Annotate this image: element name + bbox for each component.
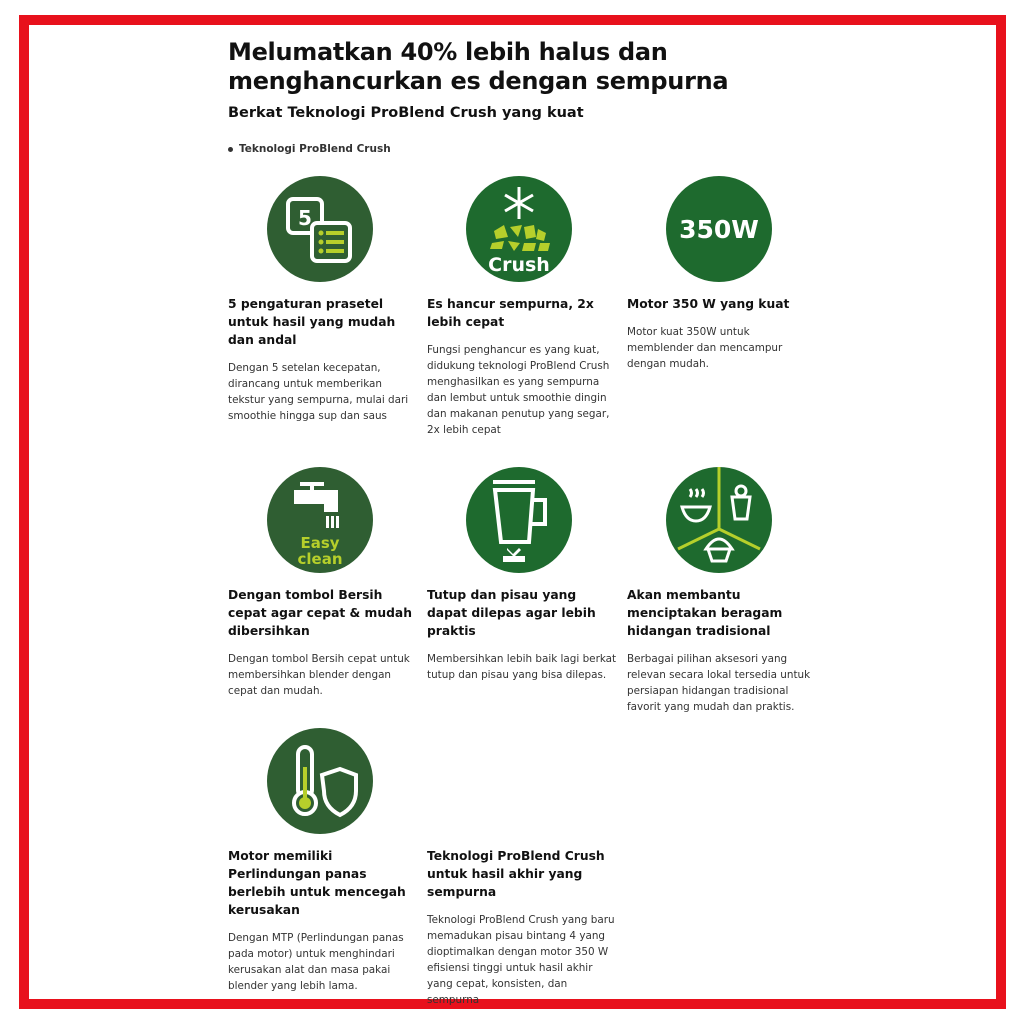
feature-body: Berbagai pilihan aksesori yang relevan secara lokal tersedia untuk persiapan hidangan tradisional favorit yang mudah dan praktis. bbox=[627, 653, 811, 713]
svg-text:clean: clean bbox=[297, 550, 343, 568]
feature-motor bbox=[627, 176, 817, 372]
feature-problend-crush bbox=[427, 728, 617, 1008]
feature-heading: Dengan tombol Bersih cepat agar cepat & mudah dibersihkan bbox=[228, 588, 412, 638]
feature-body: Motor kuat 350W untuk memblender dan mencampur dengan mudah. bbox=[627, 326, 783, 370]
feature-bullet: Teknologi ProBlend Crush bbox=[228, 143, 391, 155]
easy-clean-icon bbox=[267, 467, 373, 573]
feature-presets bbox=[228, 176, 418, 424]
svg-text:Crush: Crush bbox=[488, 254, 550, 276]
feature-heading: Tutup dan pisau yang dapat dilepas agar lebih praktis bbox=[427, 588, 596, 638]
feature-body: Teknologi ProBlend Crush yang baru memadukan pisau bintang 4 yang dioptimalkan dengan motor 350 W efisiensi tinggi untuk hasil akhir yang cepat, konsisten, dan sempurna bbox=[427, 914, 615, 1006]
page-subtitle: Berkat Teknologi ProBlend Crush yang kuat bbox=[228, 105, 584, 121]
feature-body: Dengan 5 setelan kecepatan, dirancang untuk memberikan tekstur yang sempurna, mulai dari smoothie hingga sup dan saus bbox=[228, 362, 409, 422]
feature-heading: 5 pengaturan prasetel untuk hasil yang mudah dan andal bbox=[228, 297, 396, 347]
feature-heading: Es hancur sempurna, 2x lebih cepat bbox=[427, 297, 594, 329]
feature-easy-clean bbox=[228, 467, 418, 699]
feature-heading: Motor 350 W yang kuat bbox=[627, 297, 790, 311]
feature-heading: Motor memiliki Perlindungan panas berlebih untuk mencegah kerusakan bbox=[228, 849, 406, 917]
feature-body: Dengan tombol Bersih cepat untuk membersihkan blender dengan cepat dan mudah. bbox=[228, 653, 410, 697]
ice-crush-icon bbox=[466, 176, 572, 282]
motor-thermal-protection-icon bbox=[267, 728, 373, 834]
feature-body: Membersihkan lebih baik lagi berkat tutup dan pisau yang bisa dilepas. bbox=[427, 653, 617, 681]
feature-ice-crush bbox=[427, 176, 617, 438]
feature-removable-lid-blade bbox=[427, 467, 617, 683]
feature-traditional-dishes bbox=[627, 467, 817, 715]
preset-settings-icon bbox=[267, 176, 373, 282]
svg-text:Easy: Easy bbox=[300, 534, 340, 552]
feature-body: Fungsi penghancur es yang kuat, didukung teknologi ProBlend Crush menghasilkan es yang sempurna dan lembut untuk smoothie dingin dan makanan penutup yang segar, 2x lebih cepat bbox=[427, 344, 610, 436]
motor-power-icon: 350W bbox=[666, 176, 772, 282]
blender-jar-icon bbox=[466, 467, 572, 573]
feature-heading: Akan membantu menciptakan beragam hidangan tradisional bbox=[627, 588, 783, 638]
preset-number: 5 bbox=[298, 206, 312, 230]
traditional-dishes-icon bbox=[666, 467, 772, 573]
feature-thermal-protection bbox=[228, 728, 418, 994]
feature-body: Dengan MTP (Perlindungan panas pada motor) untuk menghindari kerusakan alat dan masa pakai blender yang lebih lama. bbox=[228, 932, 404, 992]
page-title: Melumatkan 40% lebih halus dan menghancurkan es dengan sempurna bbox=[228, 38, 729, 95]
feature-heading: Teknologi ProBlend Crush untuk hasil akhir yang sempurna bbox=[427, 849, 605, 899]
